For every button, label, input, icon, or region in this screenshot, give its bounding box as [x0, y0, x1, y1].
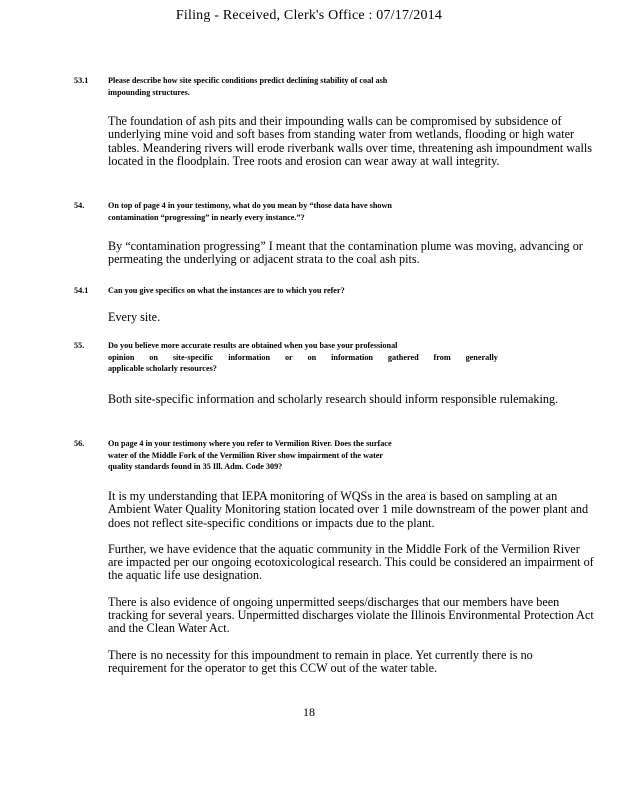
question-number: 54.	[74, 201, 85, 210]
question-word: gathered	[387, 352, 419, 362]
answer-paragraph: The foundation of ash pits and their impounding walls can be compromised by subsidence of underlying mine void and soft bases from standing water from wetlands, flooding or high water tables. Meandering rivers will erode riverbank walls over time, threatening ash impoundment walls located in the floodplain. Tree roots and erosion can wear away at wall integrity.	[108, 114, 592, 168]
page-number: 18	[303, 705, 315, 719]
question-text: On page 4 in your testimony where you refer to Vermilion River. Does the surface water of the Middle Fork of the Vermilion River show impairment of the water quality standards found in 35 Ill. Adm. Code 309?	[108, 439, 392, 471]
question-word: on	[307, 352, 317, 362]
question-number: 55.	[74, 341, 85, 350]
answer-paragraph: Every site.	[108, 310, 161, 324]
answer-paragraph: Both site-specific information and scholarly research should inform responsible rulemaking.	[108, 392, 559, 406]
answer-56	[108, 490, 594, 675]
question-word: information	[228, 352, 271, 362]
answer-paragraph: It is my understanding that IEPA monitoring of WQSs in the area is based on sampling at an Ambient Water Quality Monitoring station located over 1 mile downstream of the power plant and does not reflect site-specific conditions or impacts due to the plant.	[108, 489, 589, 530]
answer-53-1	[108, 115, 594, 168]
question-text: Can you give specifics on what the instances are to which you refer?	[108, 286, 345, 295]
answer-54-1	[108, 311, 594, 324]
question-word: site-specific	[172, 352, 214, 362]
answer-paragraph: There is also evidence of ongoing unpermitted seeps/discharges that our members have been tracking for several years. Unpermitted discharges violate the Illinois Environmental Protection Act and the Clean Water Act.	[108, 594, 594, 636]
question-number: 54.1	[74, 286, 89, 295]
question-word: information	[331, 352, 373, 362]
filing-stamp-header: Filing - Received, Clerk's Office : 07/17/2014	[175, 8, 443, 23]
question-word: opinion	[108, 352, 135, 362]
answer-paragraph: By “contamination progressing” I meant that the contamination plume was moving, advancing or permeating the underlying or adjacent strata to the coal ash pits.	[108, 239, 583, 267]
answer-paragraph: Further, we have evidence that the aquatic community in the Middle Fork of the Vermilion River are impacted per our ongoing ecotoxicological research. This could be considered an impairment of the aquatic life use designation.	[108, 541, 594, 583]
question-number: 56.	[74, 439, 85, 448]
question-text: Do you believe more accurate results are obtained when you base your professional opinion on site-specific information or on information gathered from generally applicable scholarly resources?	[108, 341, 498, 373]
question-word: or	[284, 352, 293, 362]
question-text: Please describe how site specific conditions predict declining stability of coal ash impounding structures.	[108, 76, 388, 97]
question-word: from	[433, 352, 451, 362]
answer-55	[108, 393, 594, 406]
question-word: generally	[465, 352, 498, 362]
question-text: On top of page 4 in your testimony, what do you mean by “those data have shown contamination “progressing” in nearly every instance.”?	[108, 201, 392, 222]
question-number: 53.1	[74, 76, 89, 85]
question-word: on	[149, 352, 158, 362]
answer-paragraph: There is no necessity for this impoundment to remain in place. Yet currently there is no requirement for the operator to get this CCW out of the water table.	[108, 647, 533, 675]
answer-54	[108, 240, 594, 267]
question-line-spread	[108, 352, 498, 364]
